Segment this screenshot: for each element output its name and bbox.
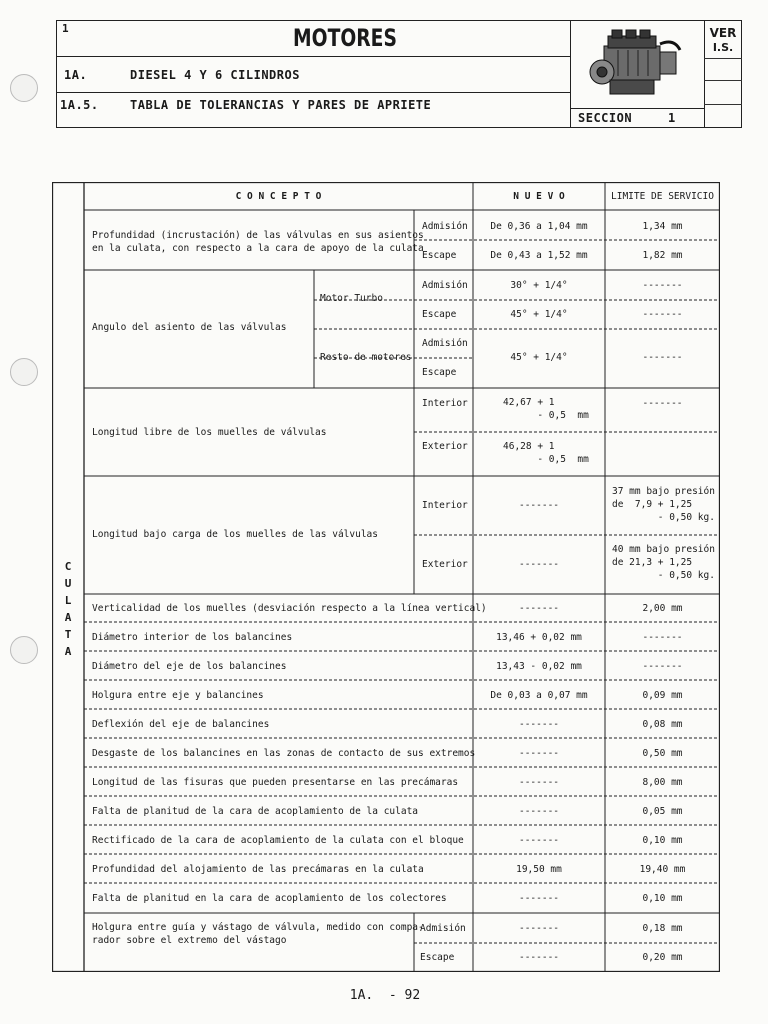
row-limite: 1,82 mm [642, 250, 683, 261]
row-limite: 0,18 mm [642, 923, 683, 934]
row-limite: ------- [642, 309, 683, 320]
row-nuevo: 45° + 1/4° [510, 309, 568, 320]
row-limite: 40 mm bajo presión de 21,3 + 1,25 - 0,50 kg. [612, 544, 715, 581]
section-code: 1A. [64, 68, 88, 82]
row-group-name: Resto de motores [320, 352, 412, 363]
row-nuevo: 42,67 + 1 - 0,5 mm [503, 397, 589, 421]
row-sublabel: Escape [420, 952, 455, 963]
seccion-label: SECCION [578, 111, 633, 125]
row-limite: 2,00 mm [642, 603, 683, 614]
row-sublabel: Admisión [420, 923, 466, 934]
row-nuevo: 45° + 1/4° [510, 352, 568, 363]
row-limite: 0,50 mm [642, 748, 683, 759]
row-nuevo: De 0,36 a 1,04 mm [490, 221, 588, 232]
row-sublabel: Admisión [422, 221, 468, 232]
row-limite: 0,05 mm [642, 806, 683, 817]
row-nuevo: De 0,43 a 1,52 mm [490, 250, 588, 261]
row-limite: 0,09 mm [642, 690, 683, 701]
row-limite: ------- [642, 352, 683, 363]
row-nuevo: ------- [518, 748, 560, 759]
row-sublabel: Escape [422, 367, 457, 378]
row-concepto: Rectificado de la cara de acoplamiento de la culata con el bloque [92, 835, 464, 846]
header-limite: LIMITE DE SERVICIO [611, 191, 714, 202]
row-nuevo: ------- [518, 893, 560, 904]
row-concepto: Verticalidad de los muelles (desviación respecto a la línea vertical) [92, 603, 487, 614]
row-nuevo: ------- [518, 719, 560, 730]
row-limite: 0,08 mm [642, 719, 683, 730]
row-sublabel: Interior [422, 398, 468, 409]
section-title: DIESEL 4 Y 6 CILINDROS [130, 68, 300, 82]
row-limite: ------- [642, 280, 683, 291]
row-limite: 0,10 mm [642, 893, 683, 904]
row-concepto: Profundidad (incrustación) de las válvulas en sus asientos en la culata, con respecto a la cara de apoyo de la culata [92, 230, 424, 254]
punch-hole-lower [10, 636, 38, 664]
row-concepto: Desgaste de los balancines en las zonas de contacto de sus extremos [92, 748, 476, 759]
header-divider [56, 92, 570, 93]
header-divider [570, 20, 571, 128]
row-sublabel: Escape [422, 309, 457, 320]
row-nuevo: ------- [518, 559, 560, 570]
subsection-code: 1A.5. [60, 98, 99, 112]
row-nuevo: 19,50 mm [516, 864, 562, 875]
row-concepto: Angulo del asiento de las válvulas [92, 322, 287, 333]
row-concepto: Profundidad del alojamiento de las precámaras en la culata [92, 864, 424, 875]
punch-hole-middle [10, 358, 38, 386]
row-nuevo: ------- [518, 777, 560, 788]
row-concepto: Deflexión del eje de balancines [92, 719, 270, 730]
row-nuevo: 13,46 + 0,02 mm [496, 632, 582, 643]
row-limite: ------- [642, 398, 683, 409]
header-concepto: C O N C E P T O [235, 191, 322, 202]
row-nuevo: ------- [518, 500, 560, 511]
page-title: MOTORES [293, 24, 397, 52]
row-concepto: Holgura entre eje y balancines [92, 690, 264, 701]
row-concepto: Falta de planitud de la cara de acoplamiento de la culata [92, 806, 419, 817]
row-concepto: Falta de planitud en la cara de acoplamiento de los colectores [92, 893, 447, 904]
row-nuevo: 46,28 + 1 - 0,5 mm [503, 441, 589, 465]
seccion-value: 1 [668, 111, 676, 125]
row-sublabel: Admisión [422, 338, 468, 349]
row-nuevo: ------- [518, 806, 560, 817]
ver-label: VER [709, 26, 737, 40]
header-divider [570, 108, 704, 109]
row-limite: 19,40 mm [639, 864, 686, 875]
footer-page-number: 1A. - 92 [349, 988, 421, 1003]
row-concepto: Holgura entre guía y vástago de válvula, medido con compa- rador sobre el extremo del vástago [92, 922, 424, 946]
row-limite: 0,10 mm [642, 835, 683, 846]
row-sublabel: Admisión [422, 280, 468, 291]
row-nuevo: ------- [518, 835, 560, 846]
punch-hole-top [10, 74, 38, 102]
row-limite: ------- [642, 632, 683, 643]
row-nuevo: ------- [518, 952, 560, 963]
header-nuevo: N U E V O [513, 191, 565, 202]
row-group-name: Motor Turbo [320, 293, 383, 304]
subsection-title: TABLA DE TOLERANCIAS Y PARES DE APRIETE [130, 98, 432, 112]
row-limite: 37 mm bajo presión de 7,9 + 1,25 - 0,50 kg. [612, 486, 715, 523]
row-sublabel: Exterior [422, 441, 468, 452]
row-concepto: Longitud bajo carga de los muelles de las válvulas [92, 529, 378, 540]
row-concepto: Longitud de las fisuras que pueden presentarse en las precámaras [92, 777, 459, 788]
page-number: 1 [62, 22, 69, 35]
header-divider [56, 56, 570, 57]
row-nuevo: ------- [518, 603, 560, 614]
row-sublabel: Interior [422, 500, 468, 511]
row-nuevo: De 0,03 a 0,07 mm [490, 690, 588, 701]
culata-side-label: C U L A T A [64, 560, 72, 658]
row-limite: 0,20 mm [642, 952, 683, 963]
row-concepto: Diámetro interior de los balancines [92, 632, 293, 643]
row-sublabel: Escape [422, 250, 457, 261]
row-nuevo: 13,43 - 0,02 mm [496, 661, 582, 672]
row-limite: 8,00 mm [642, 777, 683, 788]
row-concepto: Longitud libre de los muelles de válvulas [92, 427, 327, 438]
row-nuevo: 30° + 1/4° [510, 280, 568, 291]
ver-value: I.S. [712, 41, 734, 54]
row-limite: 1,34 mm [642, 221, 683, 232]
row-nuevo: ------- [518, 923, 560, 934]
engine-illustration-icon [582, 24, 692, 104]
row-concepto: Diámetro del eje de los balancines [92, 661, 287, 672]
row-sublabel: Exterior [422, 559, 468, 570]
row-limite: ------- [642, 661, 683, 672]
tolerances-table [52, 182, 720, 972]
header-divider [704, 20, 705, 128]
